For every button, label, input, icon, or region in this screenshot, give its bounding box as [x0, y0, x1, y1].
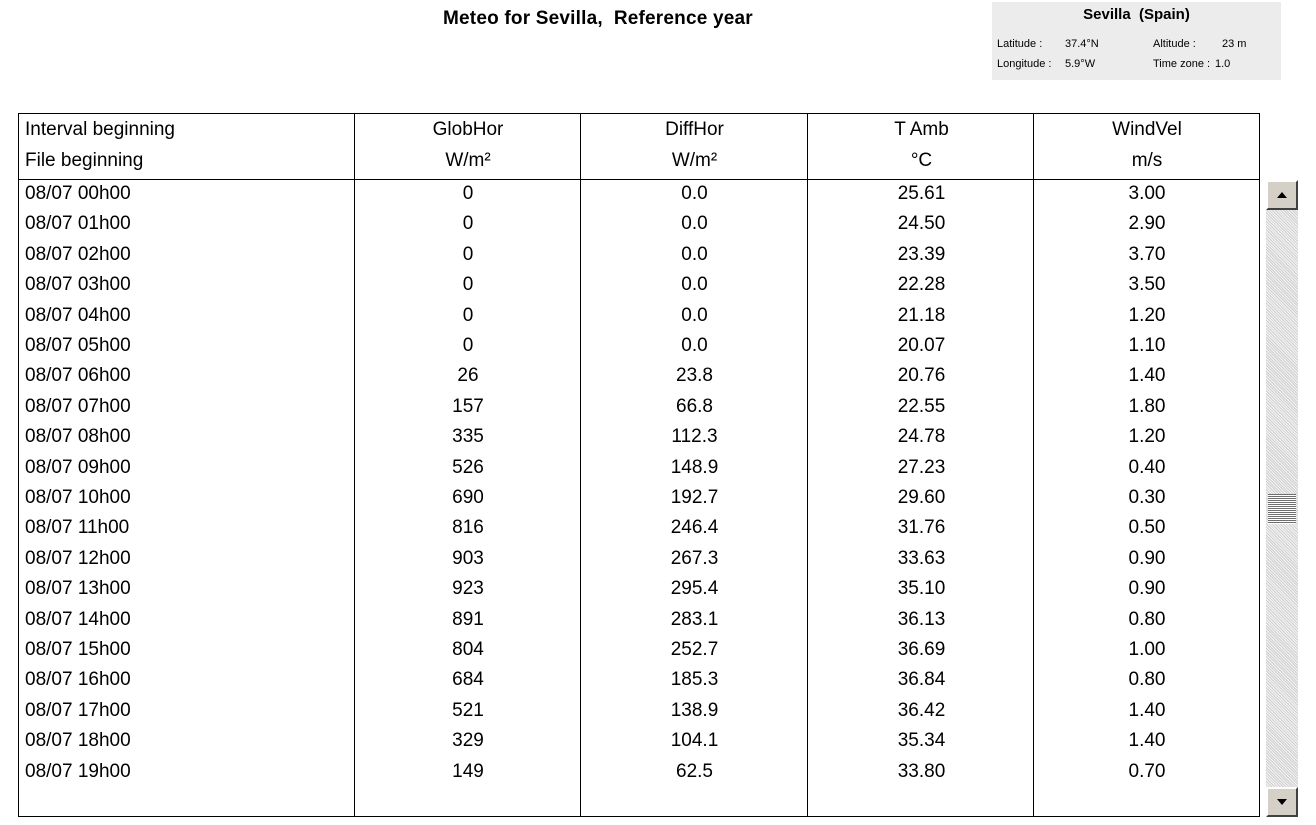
- cell-diffhor: 23.8: [676, 365, 713, 387]
- cell-globhor: 157: [452, 395, 484, 417]
- cell-tamb: 33.63: [897, 547, 946, 569]
- table-row: [19, 453, 1259, 483]
- scroll-down-button[interactable]: [1266, 787, 1298, 817]
- table-row: [19, 240, 1259, 270]
- column-header-interval: Interval beginning: [25, 119, 175, 140]
- cell-time: 08/07 08h00: [25, 426, 131, 448]
- column-unit-diffhor: W/m²: [671, 150, 718, 171]
- cell-diffhor: 148.9: [670, 456, 719, 478]
- cell-globhor: 0: [462, 183, 474, 204]
- cell-time: 08/07 07h00: [25, 395, 131, 417]
- table-row: [19, 757, 1259, 787]
- cell-windvel: 0.40: [1128, 456, 1166, 478]
- cell-windvel: 0.80: [1128, 608, 1166, 630]
- table-row: [19, 422, 1259, 452]
- table-row: [19, 301, 1259, 331]
- cell-windvel: 0.80: [1128, 669, 1166, 691]
- cell-tamb: 33.80: [897, 760, 946, 782]
- cell-tamb: 35.34: [897, 730, 946, 752]
- column-unit-globhor: W/m²: [445, 150, 491, 171]
- table-row: [19, 331, 1259, 361]
- cell-windvel: 3.70: [1128, 243, 1166, 265]
- cell-tamb: 29.60: [897, 487, 946, 508]
- cell-globhor: 816: [452, 517, 484, 539]
- cell-tamb: 31.76: [897, 517, 946, 539]
- table-row: [19, 605, 1259, 635]
- cell-diffhor: 0.0: [681, 335, 708, 356]
- cell-globhor: 903: [452, 547, 484, 569]
- cell-globhor: 684: [452, 669, 484, 691]
- cell-windvel: 3.00: [1128, 183, 1166, 204]
- cell-time: 08/07 15h00: [25, 639, 131, 660]
- cell-diffhor: 104.1: [670, 730, 719, 752]
- table-row: [19, 665, 1259, 695]
- cell-globhor: 0: [462, 304, 474, 326]
- altitude-value: 23 m: [1222, 38, 1247, 50]
- cell-globhor: 690: [452, 487, 484, 508]
- site-name: Sevilla (Spain): [1083, 6, 1190, 23]
- cell-time: 08/07 03h00: [25, 274, 131, 296]
- cell-time: 08/07 02h00: [25, 243, 131, 265]
- cell-windvel: 0.70: [1128, 760, 1166, 782]
- site-info-panel: [992, 2, 1281, 80]
- cell-time: 08/07 14h00: [25, 608, 131, 630]
- cell-tamb: 20.07: [897, 335, 946, 356]
- cell-windvel: 0.50: [1128, 517, 1166, 539]
- cell-windvel: 1.20: [1128, 304, 1166, 326]
- cell-tamb: 21.18: [897, 304, 946, 326]
- cell-globhor: 26: [457, 365, 479, 387]
- latitude-value: 37.4°N: [1065, 38, 1099, 50]
- cell-time: 08/07 12h00: [25, 547, 131, 569]
- cell-tamb: 36.42: [897, 699, 946, 721]
- table-row: [19, 635, 1259, 665]
- cell-windvel: 0.90: [1128, 578, 1166, 600]
- cell-globhor: 0: [462, 243, 474, 265]
- cell-globhor: 923: [452, 578, 484, 600]
- vertical-scrollbar[interactable]: [1266, 180, 1298, 817]
- meteo-table: [18, 113, 1260, 817]
- cell-time: 08/07 17h00: [25, 699, 131, 721]
- cell-tamb: 22.55: [897, 395, 946, 417]
- cell-windvel: 1.40: [1128, 699, 1166, 721]
- cell-globhor: 0: [462, 335, 474, 356]
- cell-globhor: 335: [452, 426, 484, 448]
- cell-globhor: 521: [452, 699, 484, 721]
- cell-time: 08/07 06h00: [25, 365, 131, 387]
- table-row: [19, 696, 1259, 726]
- column-header-globhor: GlobHor: [432, 119, 504, 140]
- arrow-up-icon: [1276, 191, 1288, 199]
- timezone-value: 1.0: [1215, 58, 1231, 70]
- cell-diffhor: 267.3: [670, 547, 719, 569]
- cell-windvel: 0.90: [1128, 547, 1166, 569]
- cell-diffhor: 252.7: [670, 639, 719, 660]
- cell-diffhor: 283.1: [670, 608, 719, 630]
- cell-globhor: 0: [462, 213, 474, 235]
- table-row: [19, 513, 1259, 543]
- table-row: [19, 179, 1259, 209]
- cell-time: 08/07 01h00: [25, 213, 131, 235]
- cell-tamb: 24.78: [897, 426, 946, 448]
- longitude-label: Longitude :: [997, 58, 1052, 70]
- cell-diffhor: 246.4: [670, 517, 719, 539]
- cell-diffhor: 112.3: [671, 426, 718, 448]
- table-row: [19, 361, 1259, 391]
- cell-diffhor: 192.7: [670, 487, 719, 508]
- cell-windvel: 1.00: [1128, 639, 1166, 660]
- cell-windvel: 1.40: [1128, 365, 1166, 387]
- column-unit-tamb: °C: [910, 150, 933, 171]
- cell-windvel: 3.50: [1128, 274, 1166, 296]
- cell-tamb: 20.76: [897, 365, 946, 387]
- cell-windvel: 1.10: [1128, 335, 1166, 356]
- cell-time: 08/07 16h00: [25, 669, 131, 691]
- timezone-label: Time zone :: [1153, 58, 1211, 70]
- cell-diffhor: 62.5: [676, 760, 713, 782]
- page-title: Meteo for Sevilla, Reference year: [443, 8, 753, 29]
- cell-diffhor: 185.3: [670, 669, 719, 691]
- table-row: [19, 483, 1259, 513]
- cell-time: 08/07 19h00: [25, 760, 131, 782]
- cell-tamb: 25.61: [897, 183, 946, 204]
- cell-tamb: 36.13: [897, 608, 946, 630]
- cell-tamb: 27.23: [897, 456, 946, 478]
- table-row: [19, 209, 1259, 239]
- cell-tamb: 22.28: [897, 274, 946, 296]
- cell-tamb: 35.10: [897, 578, 946, 600]
- arrow-down-icon: [1276, 798, 1288, 806]
- cell-time: 08/07 10h00: [25, 487, 131, 508]
- cell-time: 08/07 09h00: [25, 456, 131, 478]
- cell-tamb: 23.39: [897, 243, 946, 265]
- table-row: [19, 270, 1259, 300]
- table-row: [19, 574, 1259, 604]
- cell-globhor: 329: [452, 730, 484, 752]
- column-header-diffhor: DiffHor: [665, 119, 724, 140]
- cell-diffhor: 66.8: [676, 395, 713, 417]
- cell-globhor: 0: [462, 274, 474, 296]
- cell-time: 08/07 00h00: [25, 183, 131, 204]
- table-row: [19, 544, 1259, 574]
- longitude-value: 5.9°W: [1065, 58, 1096, 70]
- scroll-up-button[interactable]: [1266, 180, 1298, 210]
- column-header-windvel: WindVel: [1112, 119, 1182, 140]
- cell-globhor: 526: [452, 456, 484, 478]
- cell-diffhor: 295.4: [670, 578, 719, 600]
- table-header: [19, 114, 1259, 180]
- cell-time: 08/07 05h00: [25, 335, 131, 356]
- column-unit-windvel: m/s: [1131, 150, 1163, 171]
- cell-windvel: 1.40: [1128, 730, 1166, 752]
- cell-globhor: 891: [452, 608, 484, 630]
- cell-diffhor: 138.9: [670, 699, 719, 721]
- cell-tamb: 24.50: [897, 213, 946, 235]
- cell-globhor: 149: [452, 760, 484, 782]
- cell-tamb: 36.69: [897, 639, 946, 660]
- cell-diffhor: 0.0: [681, 183, 708, 204]
- cell-windvel: 1.80: [1128, 395, 1166, 417]
- cell-tamb: 36.84: [897, 669, 946, 691]
- cell-time: 08/07 13h00: [25, 578, 131, 600]
- cell-globhor: 804: [452, 639, 484, 660]
- column-subheader-file: File beginning: [25, 150, 144, 171]
- table-row: [19, 726, 1259, 756]
- table-row: [19, 392, 1259, 422]
- cell-diffhor: 0.0: [681, 274, 708, 296]
- cell-windvel: 1.20: [1128, 426, 1166, 448]
- cell-time: 08/07 04h00: [25, 304, 131, 326]
- scroll-thumb[interactable]: [1268, 494, 1296, 524]
- column-header-tamb: T Amb: [894, 119, 949, 140]
- cell-diffhor: 0.0: [681, 243, 708, 265]
- latitude-label: Latitude :: [997, 38, 1043, 50]
- cell-time: 08/07 18h00: [25, 730, 131, 752]
- altitude-label: Altitude :: [1153, 38, 1196, 50]
- cell-windvel: 0.30: [1128, 487, 1166, 508]
- cell-diffhor: 0.0: [681, 213, 708, 235]
- cell-windvel: 2.90: [1128, 213, 1166, 235]
- cell-time: 08/07 11h00: [25, 517, 130, 539]
- cell-diffhor: 0.0: [681, 304, 708, 326]
